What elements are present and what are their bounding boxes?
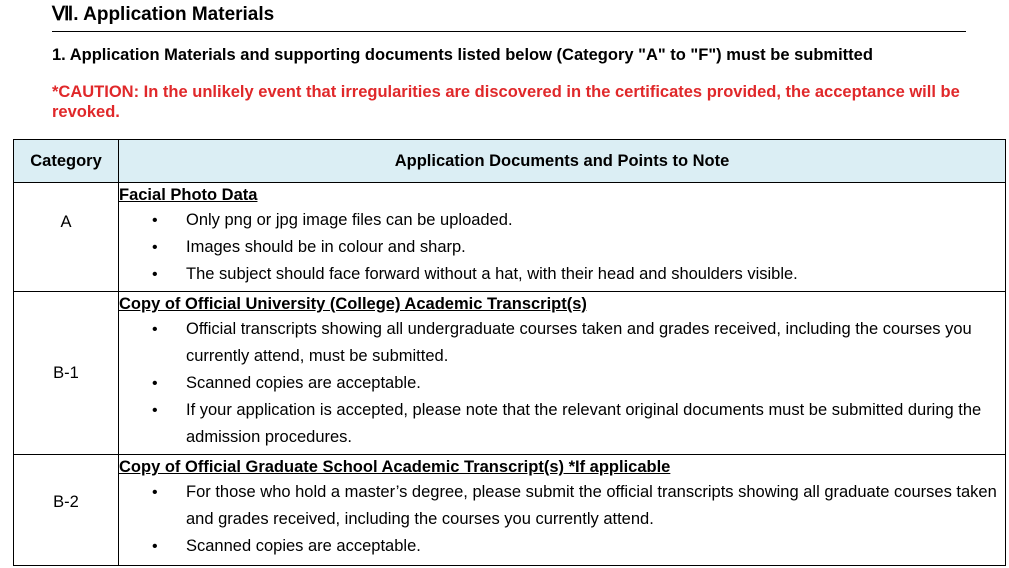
section-title: Ⅶ. Application Materials [52,4,275,25]
bullet-icon: • [152,538,158,555]
list-item: • The subject should face forward without a hat, with their head and shoulders visible. [119,261,1005,288]
content-cell [119,455,1006,566]
table-row [14,455,1006,566]
list-item: • Official transcripts showing all undergraduate courses taken and grades received, including the courses you currently attend, must be submitted. [119,316,1005,370]
caution-note: *CAUTION: In the unlikely event that irregularities are discovered in the certificates provided, the acceptance will be revoked. [52,83,960,121]
table-row [14,292,1006,455]
category-cell [14,292,119,455]
bullet-list [119,316,1005,451]
content-cell [119,183,1006,292]
category-cell [14,183,119,292]
item-title: Facial Photo Data [119,186,258,204]
sub-heading: 1. Application Materials and supporting documents listed below (Category "A" to "F") must be submitted [52,46,873,64]
category-header: Category [14,140,119,183]
bullet-list [119,479,1005,560]
bullet-list [119,207,1005,288]
content-cell [119,292,1006,455]
bullet-icon: • [152,212,158,229]
category-label: B-2 [53,492,79,511]
documents-table [13,139,1006,566]
title-divider [52,31,966,32]
list-item: • For those who hold a master’s degree, please submit the official transcripts showing all graduate courses taken and grades received, including the courses you currently attend. [119,479,1005,533]
bullet-icon: • [152,266,158,283]
bullet-icon: • [152,321,158,338]
list-item: • Only png or jpg image files can be uploaded. [119,207,1005,234]
bullet-icon: • [152,402,158,419]
item-title: Copy of Official Graduate School Academic Transcript(s) *If applicable [119,458,671,476]
item-title: Copy of Official University (College) Academic Transcript(s) [119,295,587,313]
documents-header: Application Documents and Points to Note [119,140,1006,183]
bullet-icon: • [152,239,158,256]
table-row [14,183,1006,292]
table-header-row [14,140,1006,183]
category-label: A [60,212,72,231]
list-item: • Scanned copies are acceptable. [119,370,1005,397]
list-item: • If your application is accepted, please note that the relevant original documents must be submitted during the admission procedures. [119,397,1005,451]
category-cell [14,455,119,566]
list-item: • Scanned copies are acceptable. [119,533,1005,560]
bullet-icon: • [152,375,158,392]
category-label: B-1 [53,363,79,382]
list-item: • Images should be in colour and sharp. [119,234,1005,261]
bullet-icon: • [152,484,158,501]
